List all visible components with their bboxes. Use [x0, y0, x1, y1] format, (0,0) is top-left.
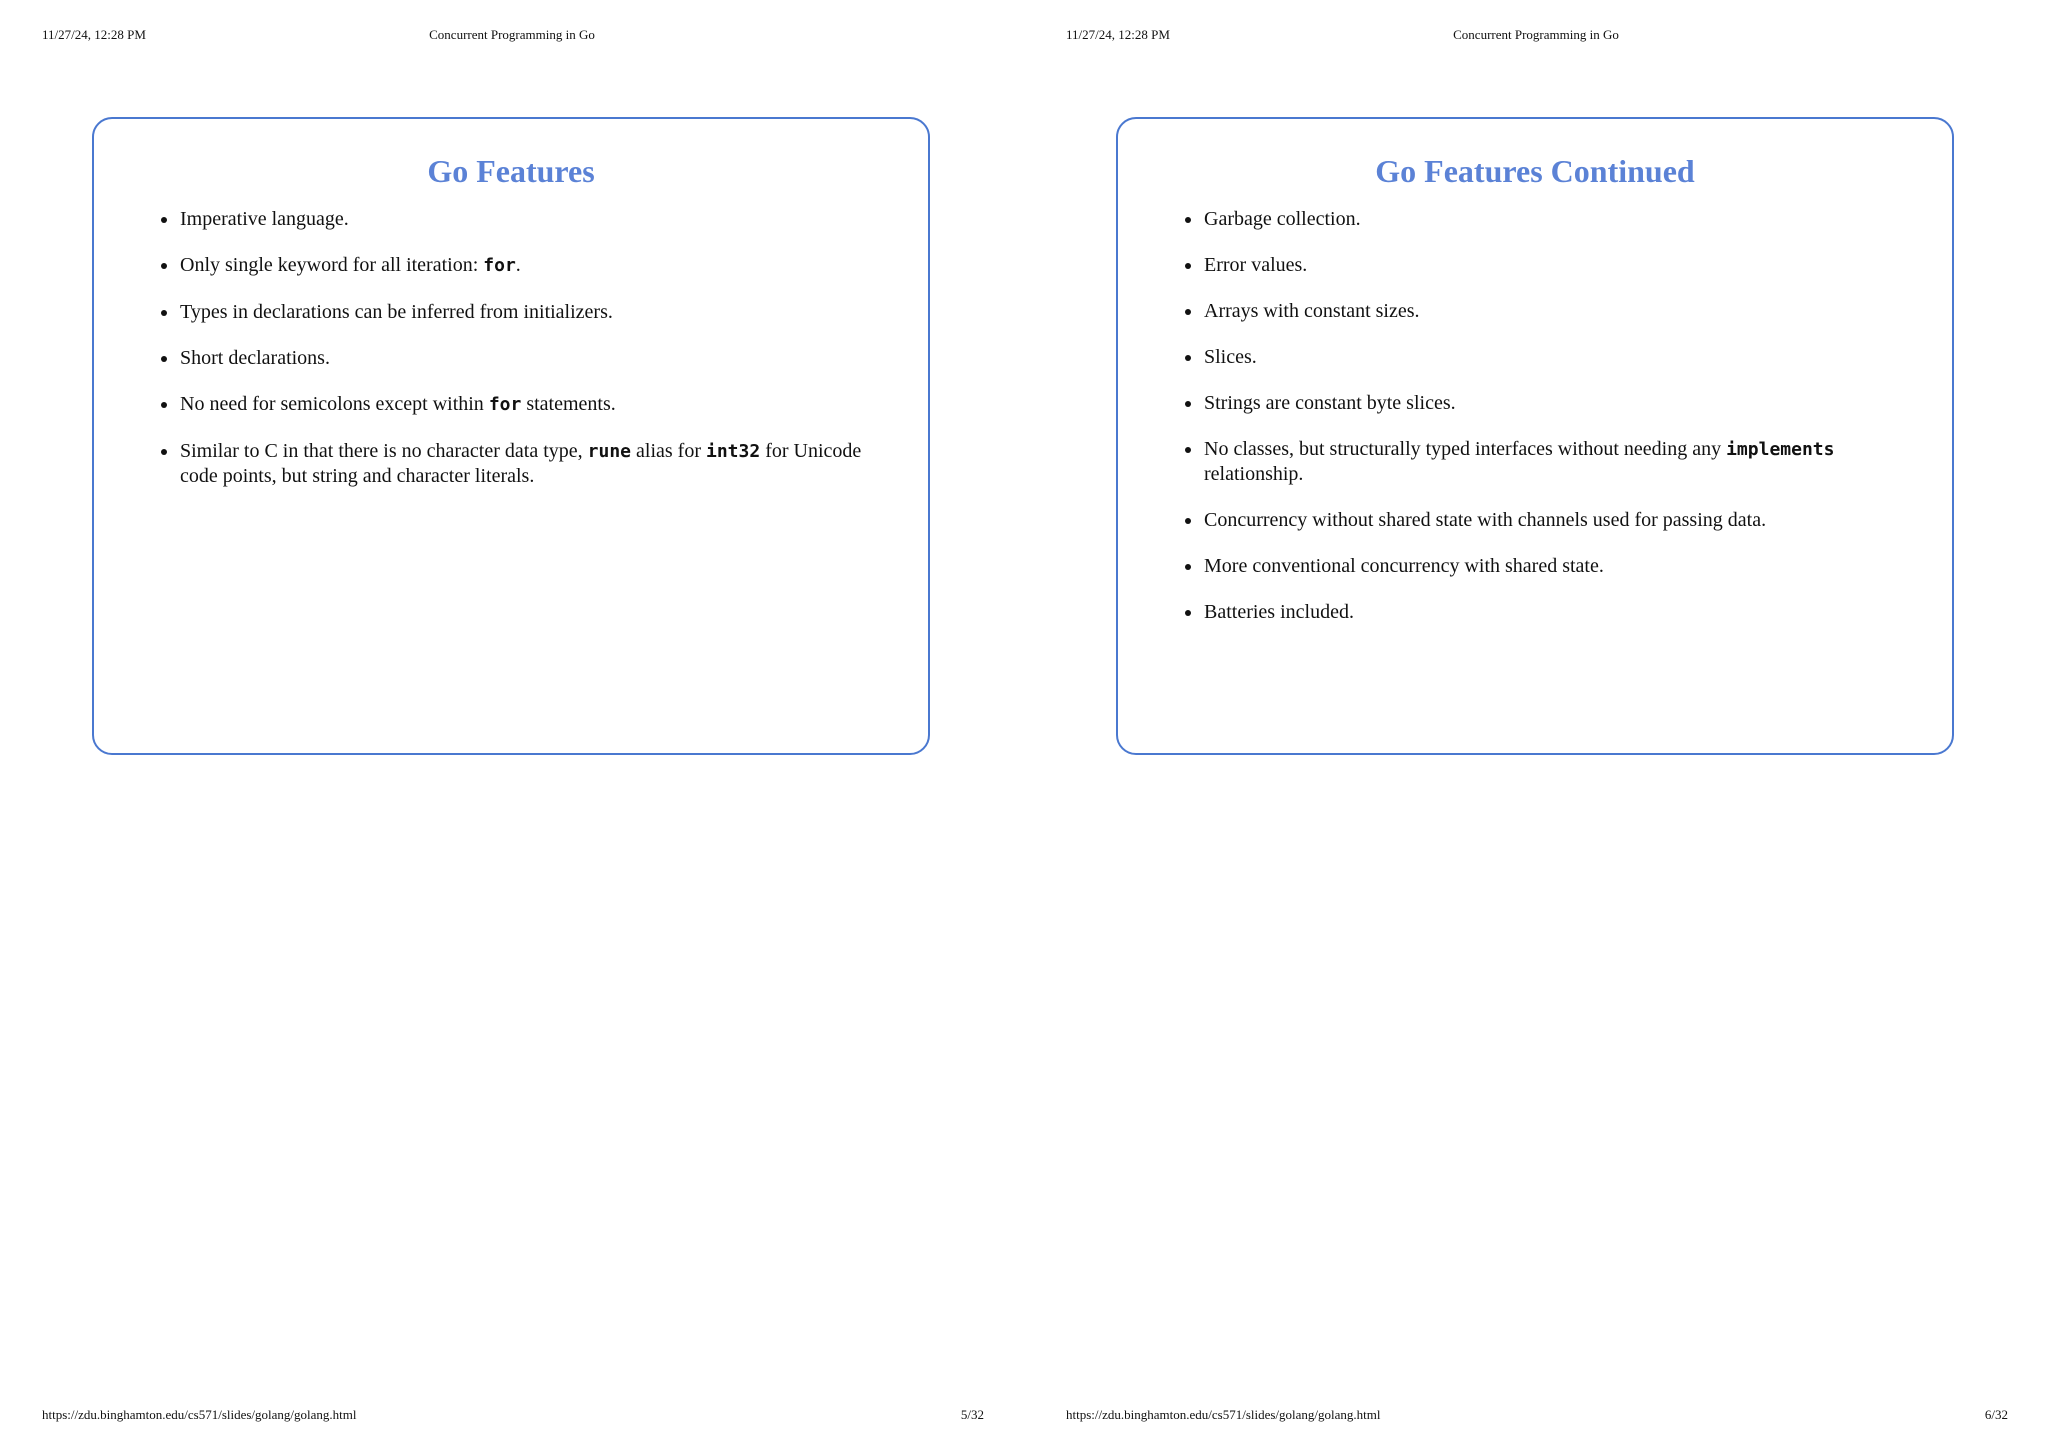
slide-go-features-continued	[1116, 117, 1954, 755]
bullet-item	[180, 439, 868, 488]
bullet-text: Error values.	[1204, 254, 1308, 276]
slide-title: Go Features	[427, 153, 595, 189]
code-keyword: for	[483, 255, 516, 276]
footer-page-number: 5/32	[960, 1407, 984, 1422]
bullet-text: Only single keyword for all iteration:	[180, 254, 484, 276]
slide-title: Go Features Continued	[1375, 153, 1695, 189]
bullet-text: No need for semicolons except within	[180, 393, 489, 415]
code-keyword: implements	[1726, 439, 1835, 460]
bullet-list	[180, 207, 868, 510]
bullet-item	[1204, 508, 1892, 532]
bullet-item	[1204, 345, 1892, 369]
bullet-text: relationship.	[1204, 463, 1304, 485]
bullet-item	[1204, 299, 1892, 323]
bullet-text: No classes, but structurally typed interfaces without needing any	[1204, 438, 1727, 460]
bullet-text: Garbage collection.	[1204, 208, 1361, 230]
header-date: 11/27/24, 12:28 PM	[1066, 27, 1170, 42]
header-date: 11/27/24, 12:28 PM	[42, 27, 146, 42]
bullet-text: Similar to C in that there is no character data type,	[180, 440, 588, 462]
footer-url[interactable]: https://zdu.binghamton.edu/cs571/slides/golang/golang.html	[42, 1407, 357, 1422]
bullet-text: Types in declarations can be inferred from initializers.	[180, 301, 613, 323]
footer-url[interactable]: https://zdu.binghamton.edu/cs571/slides/golang/golang.html	[1066, 1407, 1381, 1422]
bullet-item	[180, 392, 868, 417]
bullet-item	[1204, 391, 1892, 415]
bullet-text: for Unicode code points, but string and character literals.	[180, 440, 862, 487]
code-keyword: int32	[706, 441, 761, 462]
bullet-text: Arrays with constant sizes.	[1204, 300, 1420, 322]
footer-page-number: 6/32	[1984, 1407, 2008, 1422]
bullet-text: .	[515, 254, 521, 276]
bullet-list	[1204, 207, 1892, 646]
bullet-text: Strings are constant byte slices.	[1204, 392, 1456, 414]
header-title: Concurrent Programming in Go	[1453, 27, 1619, 42]
bullet-text: Slices.	[1204, 346, 1257, 368]
bullet-text: More conventional concurrency with shared state.	[1204, 555, 1604, 577]
bullet-item	[1204, 253, 1892, 277]
bullet-item	[180, 253, 868, 278]
code-keyword: rune	[587, 441, 632, 462]
bullet-text: Concurrency without shared state with channels used for passing data.	[1204, 509, 1767, 531]
bullet-item	[180, 346, 868, 370]
bullet-text: statements.	[521, 393, 616, 415]
bullet-item	[1204, 437, 1892, 486]
print-page-6	[1024, 0, 2048, 1447]
bullet-item	[1204, 600, 1892, 624]
bullet-text: Imperative language.	[180, 208, 349, 230]
slide-go-features	[92, 117, 930, 755]
bullet-item	[1204, 554, 1892, 578]
header-title: Concurrent Programming in Go	[429, 27, 595, 42]
code-keyword: for	[488, 394, 522, 415]
bullet-text: Short declarations.	[180, 347, 330, 369]
bullet-item	[1204, 207, 1892, 231]
bullet-item	[180, 300, 868, 324]
bullet-text: alias for	[631, 440, 706, 462]
bullet-text: Batteries included.	[1204, 601, 1354, 623]
bullet-item	[180, 207, 868, 231]
